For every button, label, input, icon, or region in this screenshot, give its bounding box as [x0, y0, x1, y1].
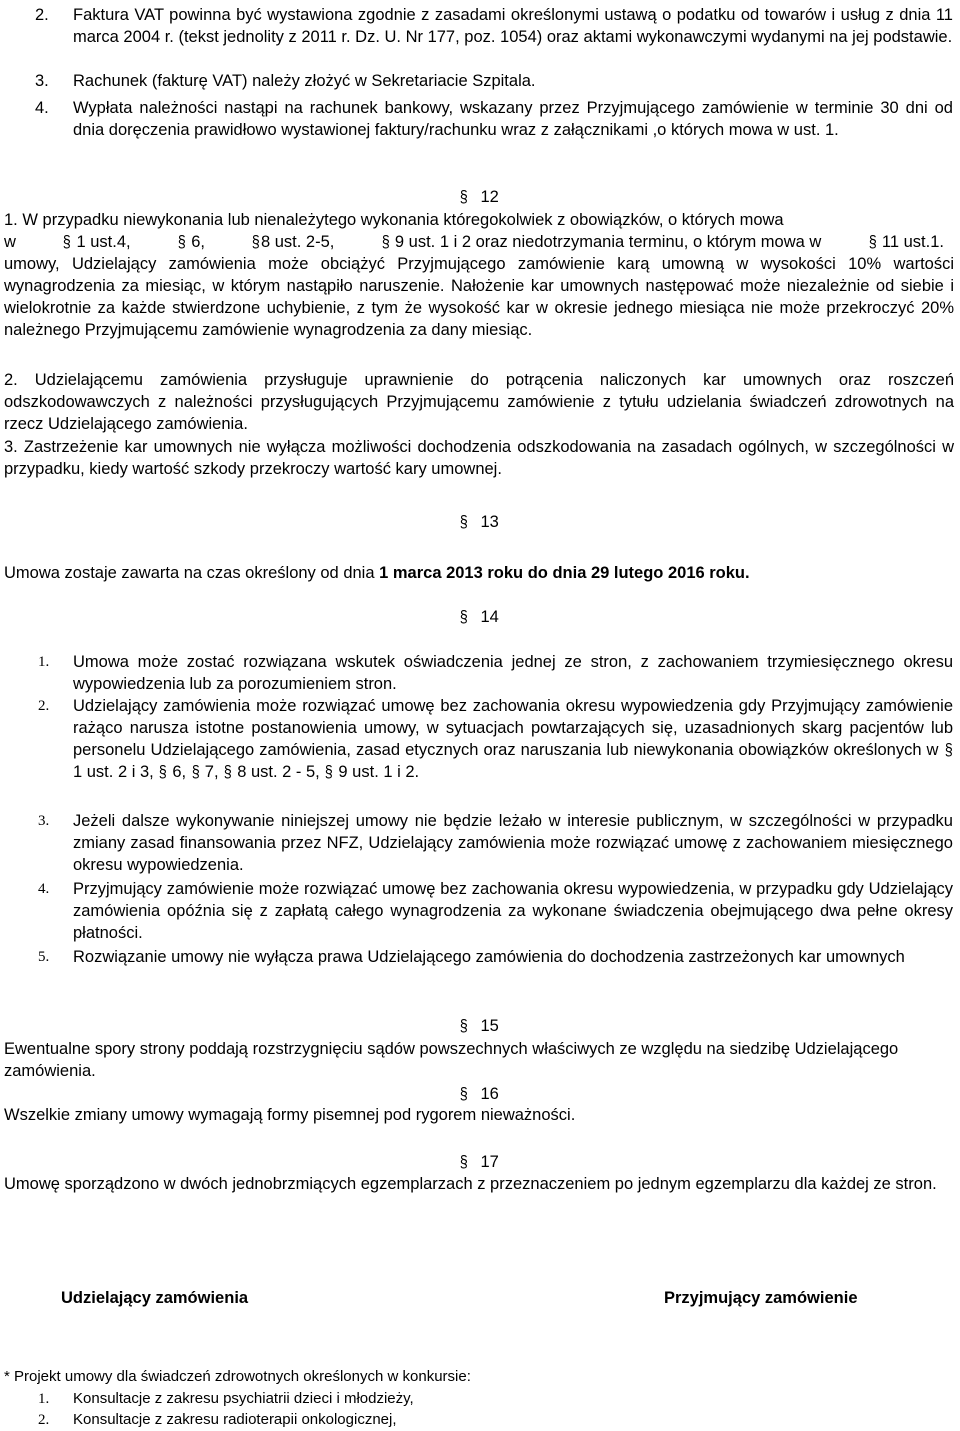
signature-right-label: Przyjmujący zamówienie: [664, 1289, 858, 1307]
list-number: 4.: [35, 99, 49, 117]
list-number: 2.: [35, 6, 49, 24]
section-heading-13: [459, 511, 499, 533]
list-number: 3.: [38, 813, 50, 829]
section-heading-15: [459, 1015, 499, 1037]
section13-text: Umowa zostaje zawarta na czas określony od dnia 1 marca 2013 roku do dnia 29 lutego 2016 roku.: [4, 564, 750, 582]
footnote-item-1: Konsultacje z zakresu psychiatrii dzieci i młodzieży,: [73, 1390, 414, 1407]
section12-paragraph-2: 2. Udzielającemu zamówienia przysługuje uprawnienie do potrącenia naliczonych kar umownych oraz roszczeń odszkodowawczych z należności przysługujących Przyjmującemu zamówienie z tytułu udzielania świadczeń zdrowotnych na rzecz Udzielającego zamówienia.: [4, 371, 954, 433]
footnote-intro: * Projekt umowy dla świadczeń zdrowotnych określonych w konkursie:: [4, 1368, 471, 1385]
section-number: 17: [480, 1153, 499, 1171]
section17-text: Umowę sporządzono w dwóch jednobrzmiących egzemplarzach z przeznaczeniem po jednym egzemplarzu dla każdej ze stron.: [4, 1175, 937, 1193]
section-heading-16: [459, 1083, 499, 1105]
signature-left-label: Udzielający zamówienia: [61, 1289, 249, 1307]
section-number: 15: [480, 1017, 499, 1035]
list-number: 4.: [38, 881, 50, 897]
section-number: 14: [480, 608, 499, 626]
section-symbol: §: [459, 1084, 468, 1103]
section-symbol: §: [459, 187, 468, 206]
section12-p1-line1: 1. W przypadku niewykonania lub nienależytego wykonania któregokolwiek z obowiązków, o których mowa: [4, 211, 784, 229]
section-heading-12: [459, 186, 499, 208]
paragraph-item-3: Rachunek (fakturę VAT) należy złożyć w Sekretariacie Szpitala.: [73, 72, 536, 90]
section-number: 12: [480, 188, 499, 206]
section-number: 13: [480, 513, 499, 531]
list-number: 2.: [38, 1412, 50, 1428]
section-heading-17: [459, 1151, 499, 1173]
section12-p1-line2: w § 1 ust.4, § 6, §8 ust. 2-5, § 9 ust. 1 i 2 oraz niedotrzymania terminu, o którym mowa w § 11 ust.1.: [4, 232, 944, 251]
section-number: 16: [480, 1085, 499, 1103]
section-symbol: §: [459, 607, 468, 626]
list-number: 1.: [38, 654, 50, 670]
list-number: 5.: [38, 949, 50, 965]
section14-item-4: Przyjmujący zamówienie może rozwiązać umowę bez zachowania okresu wypowiedzenia, w przypadku gdy Udzielający zamówienia opóźnia się z zapłatą całego wynagrodzenia za wykonane świadczenia obejmującego dwa pełne okresy płatności.: [73, 880, 953, 942]
paragraph-item-4: Wypłata należności nastąpi na rachunek bankowy, wskazany przez Przyjmującego zamówienie w terminie 30 dni od dnia doręczenia prawidłowo wystawionej faktury/rachunku wraz z załącznikami ,o których mowa w ust. 1.: [73, 99, 953, 139]
paragraph-item-2: Faktura VAT powinna być wystawiona zgodnie z zasadami określonymi ustawą o podatku od towarów i usług z dnia 11 marca 2004 r. (tekst jednolity z 2011 r. Dz. U. Nr 177, poz. 1054) oraz aktami wykonawczymi wydanymi na jej podstawie.: [73, 6, 953, 46]
section12-paragraph-1: [4, 209, 954, 341]
list-number: 2.: [38, 698, 50, 714]
section14-item-3: Jeżeli dalsze wykonywanie niniejszej umowy nie będzie leżało w interesie publicznym, w szczególności w przypadku zmiany zasad finansowania przez NFZ, Udzielający zamówienia może rozwiązać umowę z zachowaniem miesięcznego okresu wypowiedzenia.: [73, 812, 953, 874]
section14-item-2: Udzielający zamówienia może rozwiązać umowę bez zachowania okresu wypowiedzenia gdy Przyjmujący zamówienie rażąco narusza istotne postanowienia umowy, w sytuacjach powtarzających się, uzasadnionych skarg pacjentów lub personelu Udzielającego zamówienia, zasad etycznych oraz naruszania lub niewykonania obowiązków określonych w § 1 ust. 2 i 3, § 6, § 7, § 8 ust. 2 - 5, § 9 ust. 1 i 2.: [73, 697, 953, 781]
section-symbol: §: [459, 1152, 468, 1171]
section12-paragraph-3: 3. Zastrzeżenie kar umownych nie wyłącza możliwości dochodzenia odszkodowania na zasadach ogólnych, w szczególności w przypadku, kiedy wartość szkody przekroczy wartość kary umownej.: [4, 438, 954, 478]
section14-item-5: Rozwiązanie umowy nie wyłącza prawa Udzielającego zamówienia do dochodzenia zastrzeżonych kar umownych: [73, 948, 905, 966]
section12-p1-rest: umowy, Udzielający zamówienia może obciążyć Przyjmującego zamówienie karą umowną w wysokości 10% wartości wynagrodzenia za miesiąc, w którym nastąpiło naruszenie. Nałożenie kar umownych następować może niezależnie od siebie i wielokrotnie za każde stwierdzone uchybienie, z tym że wysokość kar w okresie jednego miesiąca nie może przekroczyć 20% należnego Przyjmującemu zamówienie wynagrodzenia za dany miesiąc.: [4, 255, 954, 339]
section-heading-14: [459, 606, 499, 628]
section14-item-1: Umowa może zostać rozwiązana wskutek oświadczenia jednej ze stron, z zachowaniem trzymiesięcznego okresu wypowiedzenia lub za porozumieniem stron.: [73, 653, 953, 693]
list-number: 1.: [38, 1391, 50, 1407]
section-symbol: §: [459, 1016, 468, 1035]
section-symbol: §: [459, 512, 468, 531]
footnote-item-2: Konsultacje z zakresu radioterapii onkologicznej,: [73, 1411, 397, 1428]
list-number: 3.: [35, 72, 49, 90]
section15-text: Ewentualne spory strony poddają rozstrzygnięciu sądów powszechnych właściwych ze względu na siedzibę Udzielającego zamówienia.: [4, 1040, 899, 1080]
section16-text: Wszelkie zmiany umowy wymagają formy pisemnej pod rygorem nieważności.: [4, 1106, 576, 1124]
